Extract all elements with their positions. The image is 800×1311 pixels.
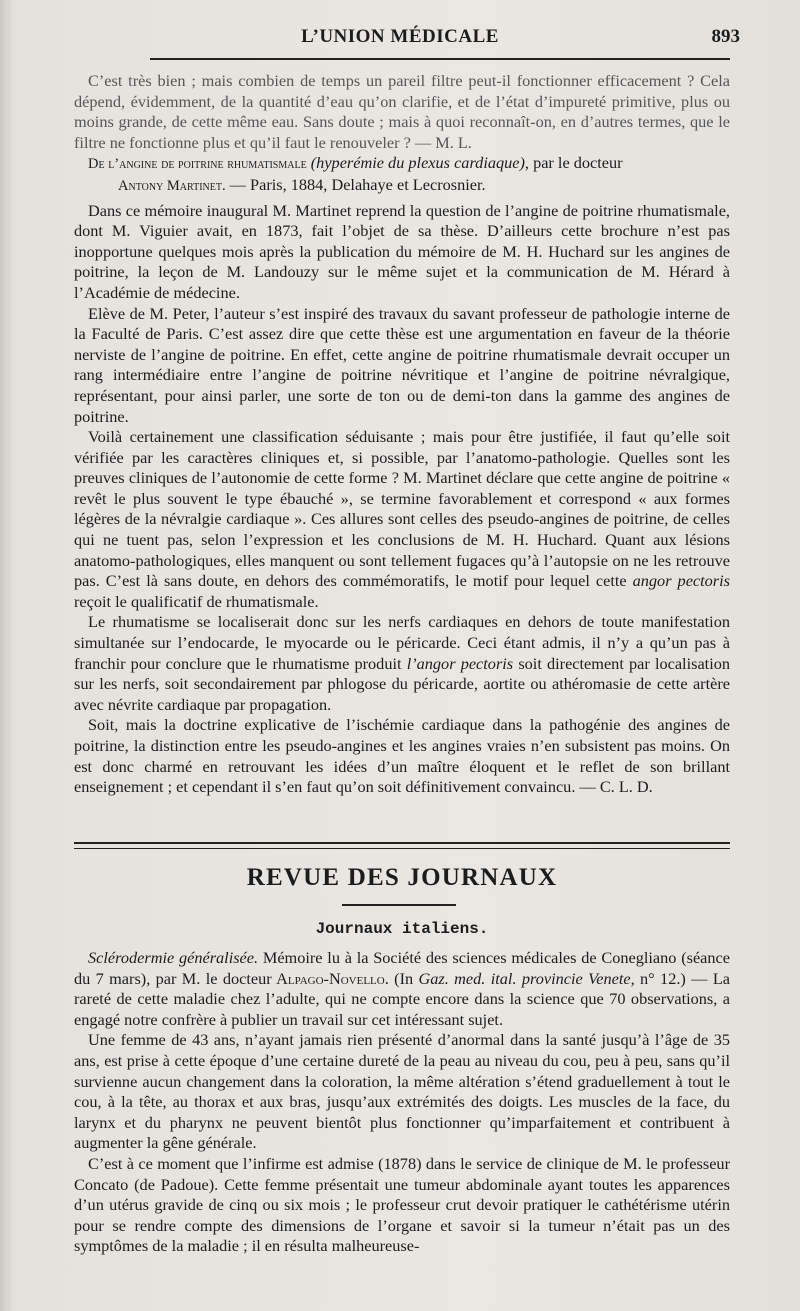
review-citation <box>74 153 730 196</box>
review-paragraph-5: Soit, mais la doctrine explicative de l’ischémie cardiaque dans la pathogénie des angines de poitrine, la distinction entre les pseudo-angines et les angines vraies n’en subsistent pas moins. On est donc charmé en retrouvant les idées d’un maître éloquent et le reflet de son brillant enseignement ; et cependant il s’en faut qu’on soit définitivement convaincu. — C. L. D. <box>74 715 730 797</box>
review-paragraph-3-tail: reçoit le qualificatif de rhumatismale. <box>74 591 319 611</box>
article-author: Alpago-Novello. <box>271 968 389 988</box>
article-topic: Sclérodermie généralisée. <box>88 948 259 967</box>
lower-column <box>74 948 730 1257</box>
review-paragraph-4-text: Le rhumatisme se localiserait donc sur les nerfs cardiaques en dehors de toute manifestation simultanée sur l’endocarde, le myocarde ou le péricarde. Ceci étant admis, il n’y a qu’un pas à franchir pour conclure que le rhumatisme produit <box>74 612 730 673</box>
angor-pectoris-term: angor pectoris <box>632 571 731 591</box>
section-separator <box>74 842 730 849</box>
article-lead-text: Mémoire lu à la Société des sciences médicales de Conegliano (séance du 7 mars), par M. le docteur <box>74 948 730 988</box>
citation-author: Antony Martinet. <box>118 177 226 194</box>
article-paragraph-2: C’est à ce moment que l’infirme est admise (1878) dans le service de clinique de M. le professeur Concato (de Padoue). Cette femme présentait une tumeur abdominale ayant toutes les apparences d’un utérus gravide de cinq ou six mois ; le professeur crut devoir pratiquer le cathétérisme utérin pour se rendre compte des dimensions de l’organe et savoir si la tumeur n’était pas un des symptômes de la maladie ; il en résulta malheureuse- <box>74 1153 730 1256</box>
running-title: L’UNION MÉDICALE <box>301 26 499 47</box>
header-rule <box>150 58 730 60</box>
review-paragraph-1: Dans ce mémoire inaugural M. Martinet reprend la question de l’angine de poitrine rhumatismale, dont M. Viguier avait, en 1873, fait l’objet de sa thèse. D’ailleurs cette brochure n’est pas inopportune quelques mois après la publication du mémoire de M. H. Huchard sur les angines de poitrine, la leçon de M. Landouzy sur le même sujet et la communication de M. Hérard à l’Académie de médecine. <box>74 200 730 302</box>
citation-subject: De l’angine de poitrine rhumatismale <box>88 156 307 173</box>
article-lead <box>74 948 730 1030</box>
page-header <box>60 26 740 54</box>
citation-mid: , par le docteur <box>524 153 623 173</box>
section-title: REVUE DES JOURNAUX <box>246 864 558 891</box>
review-paragraph-3 <box>74 427 730 612</box>
article-lead-in: (In <box>388 968 414 988</box>
review-paragraph-4-tail: soit directement par localisation sur les nerfs, soit secondairement par phlogose du péricarde, aortite ou athéromasie de cette artère avec névrite cardiaque par propagation. <box>74 653 730 714</box>
citation-publisher: — Paris, 1884, Delahaye et Lecrosnier. <box>225 174 486 194</box>
citation-line-2 <box>74 175 730 197</box>
article-journal: Gaz. med. ital. provincie Venete, <box>413 968 635 988</box>
citation-title: (hyperémie du plexus cardiaque) <box>310 153 525 173</box>
page-number: 893 <box>711 26 740 47</box>
article-paragraph-1: Une femme de 43 ans, n’ayant jamais rien présenté d’anormal dans la santé jusqu’à l’âge de 35 ans, est prise à cette époque d’une certaine dureté de la peau au niveau du cou, peu à peu, sans qu’il survienne aucun changement dans la coloration, la même altération s’étend graduellement à tout le cou, à la tête, au thorax et aux bras, jusqu’aux extrémités des doigts. Les muscles de la face, du larynx et du pharynx ne peuvent bientôt plus fonctionner qu’imparfaitement et contribuent à augmenter la gêne générale. <box>74 1030 730 1153</box>
review-paragraph-3-text: Voilà certainement une classification séduisante ; mais pour être justifiée, il faut qu’elle soit vérifiée par les caractères cliniques et, si possible, par l’anatomo-pathologie. Quelles sont les preuves cliniques de l’autonomie de cette forme ? M. Martinet déclare que cette angine de poitrine « revêt le plus souvent le type ébauché », se termine favorablement et correspond « aux formes légères de la névralgie cardiaque ». Ces allures sont celles des pseudo-angines de poitrine, de celles qui ne tuent pas, selon l’expression et les conclusions de M. H. Huchard. Quant aux lésions anatomo-pathologiques, elles manquent ou sont tellement fugaces qu’à l’autopsie on ne les retrouve pas. C’est là sans doute, en dehors des commémoratifs, le motif pour lequel cette <box>74 427 730 591</box>
review-paragraph-4 <box>74 612 730 715</box>
review-paragraph-2: Elève de M. Peter, l’auteur s’est inspiré des travaux du savant professeur de pathologie interne de la Faculté de Paris. C’est assez dire que cette thèse est une argumentation en faveur de la théorie nerviste de l’angine de poitrine. En effet, cette angine de poitrine rhumatismale devrait occuper un rang intermédiaire entre l’angine de poitrine névritique et l’angine de poitrine névralgique, représentant, pour ainsi parler, une sorte de ton ou de demi-ton dans la gamme des angines de poitrine. <box>74 303 730 426</box>
section-title-rule <box>342 904 456 906</box>
upper-column <box>74 71 730 798</box>
article-lead-rest: n° 12.) — La rareté de cette maladie chez l’adulte, qui ne compte encore dans la science que 70 observations, a engagé notre confrère à publier un travail sur cet intéressant sujet. <box>74 968 731 1029</box>
angor-pectoris-term-2: l’angor pectoris <box>406 653 514 673</box>
filter-paragraph: C’est très bien ; mais combien de temps un pareil filtre peut-il fonctionner efficacement ? Cela dépend, évidemment, de la quantité d’eau qu’on clarifie, et de l’état d’impureté primitive, plus ou moins grande, de cette même eau. Sans doute ; mais à quoi reconnaît-on, en d’autres termes, que le filtre ne fonctionne plus et qu’il faut le renouveler ? — M. L. <box>74 71 730 152</box>
section-subtitle: Journaux italiens. <box>315 920 489 938</box>
